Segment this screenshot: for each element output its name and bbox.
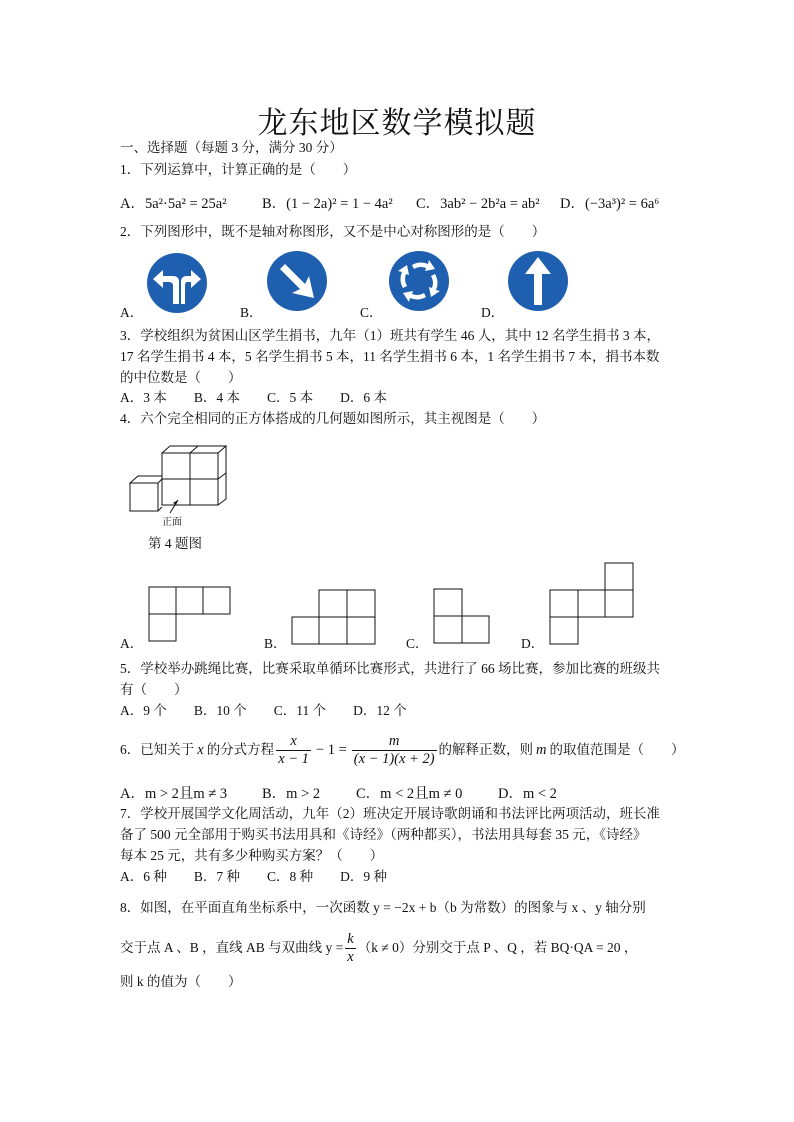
q5-line-2: 有（ ） <box>120 682 188 697</box>
q6-minus-one-equals: − 1 = <box>315 742 347 758</box>
q6-mid1: 的分式方程 <box>206 742 275 757</box>
q4-caption: 第 4 题图 <box>148 536 202 551</box>
q4-view-b <box>291 589 377 645</box>
section-heading: 一、选择题（每题 3 分，满分 30 分） <box>120 140 343 155</box>
q8-line-2-post: （k ≠ 0）分别交于点 P 、Q ，若 BQ·QA = 20 ， <box>357 940 638 955</box>
q2-label-c: C． <box>360 305 383 320</box>
q1-option-c: C．3ab² − 2b²a = ab² <box>416 196 540 212</box>
q1-option-d: D．(−3a³)² = 6a⁶ <box>560 196 660 212</box>
q6-fraction-1-denominator: x − 1 <box>278 750 309 767</box>
q4-stem: 4．六个完全相同的正方体搭成的几何题如图所示，其主视图是（ ） <box>120 411 546 426</box>
q1-stem: 1．下列运算中，计算正确的是（ ） <box>120 162 357 177</box>
q7-line-1: 7．学校开展国学文化周活动，九年（2）班决定开展诗歌朗诵和书法评比两项活动，班长准 <box>120 806 660 821</box>
q6-fraction-2-numerator: m <box>352 733 437 751</box>
q5-options: A．9 个 B．10 个 C．11 个 D．12 个 <box>120 703 407 718</box>
q8-line-1: 8．如图，在平面直角坐标系中，一次函数 y = −2x + b（b 为常数）的图象与 x 、y 轴分别 <box>120 900 646 915</box>
q4-view-c <box>433 588 491 644</box>
q6-fraction-2-denominator: (x − 1)(x + 2) <box>353 750 435 767</box>
page-title: 龙东地区数学模拟题 <box>257 107 537 140</box>
q8-fraction-denominator: x <box>347 948 354 965</box>
q8-line-2 <box>120 928 637 968</box>
q6-var-x: x <box>197 742 204 758</box>
q7-line-2: 备了 500 元全部用于购买书法用具和《诗经》（两种都买），书法用具每套 35 元，《诗经》 <box>120 827 647 842</box>
sign-roundabout-icon <box>388 250 450 312</box>
q4-label-c: C． <box>406 636 429 651</box>
q4-front-label: 正面 <box>162 517 182 528</box>
q3-line-1: 3．学校组织为贫困山区学生捐书，九年（1）班共有学生 46 人，其中 12 名学生捐书 3 本， <box>120 328 660 343</box>
q6-var-m: m <box>536 742 547 758</box>
q2-label-d: D． <box>481 305 505 320</box>
q8-line-2-pre: 交于点 A 、B ，直线 AB 与双曲线 y = <box>120 940 344 955</box>
q4-label-d: D． <box>521 636 545 651</box>
q6-mid2: 的解释正数，则 <box>438 742 534 757</box>
q1-option-b: B．(1 − 2a)² = 1 − 4a² <box>262 196 393 212</box>
q4-view-a <box>148 586 232 642</box>
q8-fraction-numerator: k <box>347 930 354 947</box>
q4-label-b: B． <box>264 636 287 651</box>
q6-fraction-2 <box>352 733 437 768</box>
q2-label-b: B． <box>240 305 263 320</box>
sign-straight-arrow-icon <box>507 250 569 312</box>
q8-fraction <box>345 931 355 966</box>
q5-line-1: 5．学校举办跳绳比赛，比赛采取单循环比赛形式，共进行了 66 场比赛，参加比赛的班级共 <box>120 661 660 676</box>
q2-stem: 2．下列图形中，既不是轴对称图形，又不是中心对称图形的是（ ） <box>120 224 546 239</box>
q6-option-b: B．m > 2 <box>262 786 321 802</box>
q2-label-a: A． <box>120 305 144 320</box>
q7-line-3: 每本 25 元，共有多少种购买方案？（ ） <box>120 848 384 863</box>
q6-pre: 6．已知关于 <box>120 742 195 757</box>
q6-fraction-1-numerator: x <box>276 733 311 751</box>
q1-option-a: A．5a²·5a² = 25a² <box>120 196 227 212</box>
sign-diagonal-arrow-icon <box>266 250 328 312</box>
sign-turn-left-right-icon <box>146 252 208 314</box>
q4-label-a: A． <box>120 636 144 651</box>
q6-option-c: C．m < 2且m ≠ 0 <box>356 786 463 802</box>
q6-option-a: A．m > 2且m ≠ 3 <box>120 786 228 802</box>
q3-options: A．3 本 B．4 本 C．5 本 D．6 本 <box>120 390 388 405</box>
q7-options: A．6 种 B．7 种 C．8 种 D．9 种 <box>120 869 388 884</box>
q6-post: 的取值范围是（ ） <box>549 742 685 757</box>
q3-line-2: 17 名学生捐书 4 本，5 名学生捐书 5 本，11 名学生捐书 6 本，1 名学生捐书 7 本，捐书本数 <box>120 349 660 364</box>
q3-line-3: 的中位数是（ ） <box>120 370 242 385</box>
q6-fraction-1 <box>276 733 311 768</box>
q6-option-d: D．m < 2 <box>498 786 557 802</box>
q6-stem <box>120 730 685 770</box>
q4-view-d <box>549 562 635 646</box>
q8-line-3: 则 k 的值为（ ） <box>120 974 242 989</box>
